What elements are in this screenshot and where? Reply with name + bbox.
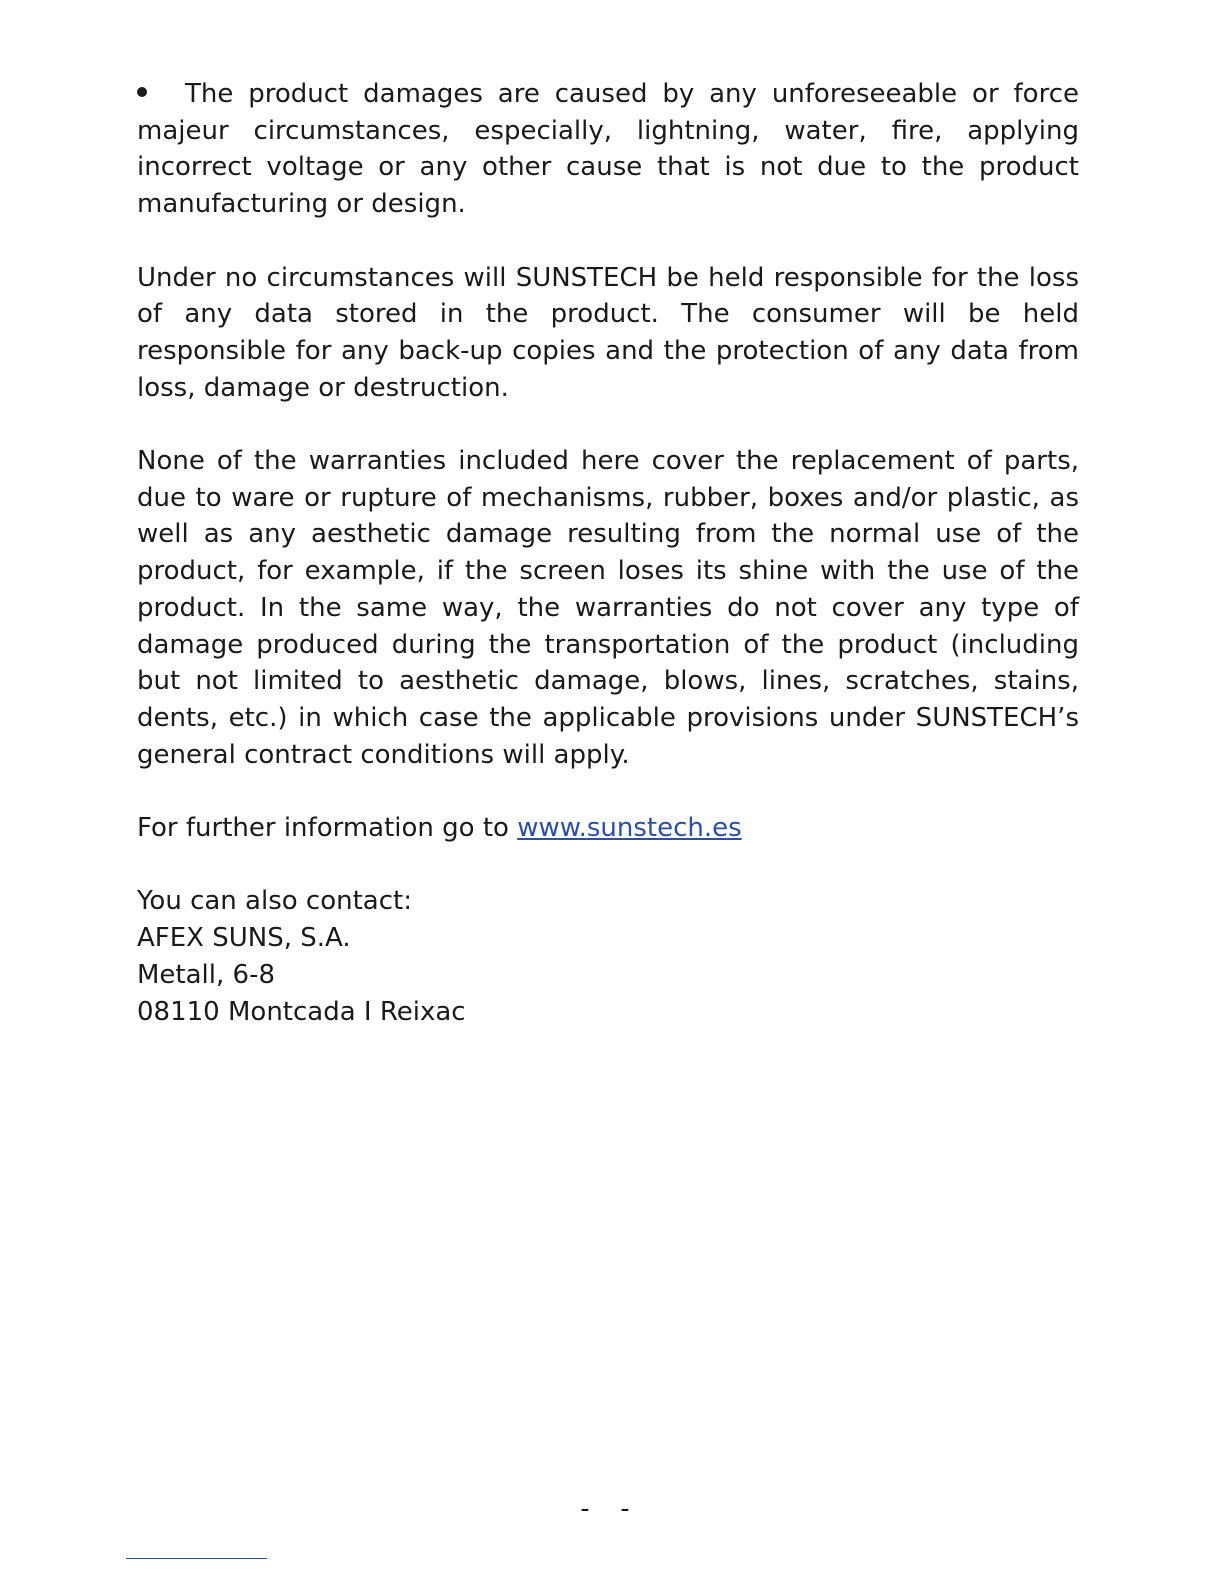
document-body: [137, 76, 1079, 1030]
page-marker-left: -: [580, 1494, 590, 1524]
contact-street: Metall, 6-8: [137, 959, 275, 990]
data-loss-paragraph: Under no circumstances will SUNSTECH be held responsible for the loss of any data stored in the product. The consumer will be held responsible for any back-up copies and the protection of any data from loss, damage or destruction.: [137, 262, 1079, 403]
page-number-marker: [574, 1494, 636, 1524]
contact-block: [137, 883, 1079, 1030]
contact-intro: You can also contact:: [137, 886, 412, 917]
website-link[interactable]: www.sunstech.es: [517, 813, 742, 844]
contact-city: 08110 Montcada I Reixac: [137, 996, 466, 1027]
bullet-icon: [137, 76, 185, 113]
page-marker-right: -: [620, 1494, 630, 1524]
further-info-prefix: For further information go to: [137, 813, 518, 844]
footnote-divider: [126, 1558, 267, 1559]
bullet-paragraph-text: The product damages are caused by any unforeseeable or force majeur circumstances, especially, lightning, water, fire, applying incorrect voltage or any other cause that is not due to the product manufacturing or design.: [137, 79, 1079, 220]
contact-company: AFEX SUNS, S.A.: [137, 923, 351, 954]
further-info-line: [137, 810, 1079, 847]
warranties-paragraph: None of the warranties included here cover the replacement of parts, due to ware or rupture of mechanisms, rubber, boxes and/or plastic, as well as any aesthetic damage resulting from the normal use of the product, for example, if the screen loses its shine with the use of the product. In the same way, the warranties do not cover any type of damage produced during the transportation of the product (including but not limited to aesthetic damage, blows, lines, scratches, stains, dents, etc.) in which case the applicable provisions under SUNSTECH’s general contract conditions will apply.: [137, 446, 1079, 770]
bullet-paragraph: [137, 76, 1079, 223]
